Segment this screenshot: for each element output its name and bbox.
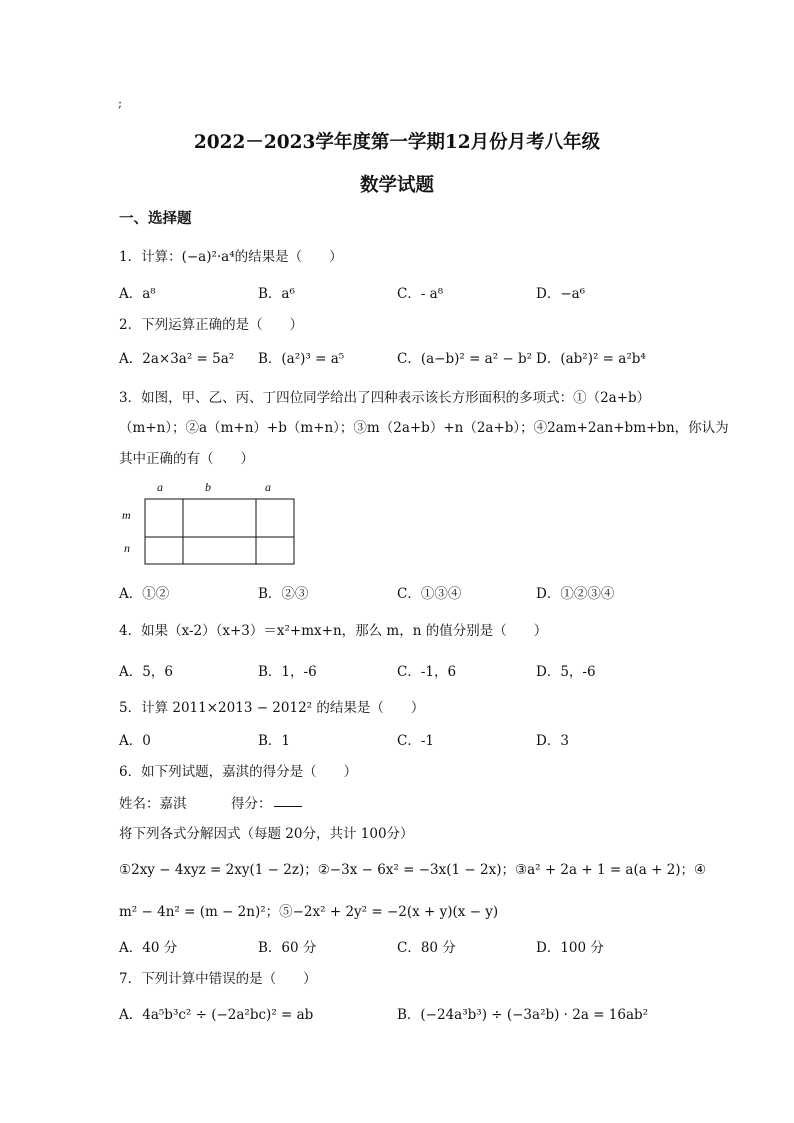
figure-label-top-a2: a (265, 480, 271, 494)
question-5-stem: 5．计算 2011×2013 − 2012² 的结果是（ ） (119, 700, 425, 716)
question-7-stem: 7．下列计算中错误的是（ ） (119, 971, 317, 987)
question-6-option-a[interactable]: A．40 分 (119, 940, 178, 956)
question-5-option-c[interactable]: C．-1 (397, 733, 434, 749)
question-6-items-line-1: ①2xy − 4xyz = 2xy(1 − 2z)；②−3x − 6x² = −3x(1 − 2x)；③a² + 2a + 1 = a(a + 2)；④ (119, 862, 707, 878)
student-name-label: 姓名：嘉淇 (119, 796, 187, 812)
question-6-option-b[interactable]: B．60 分 (258, 940, 317, 956)
question-3-option-b[interactable]: B．②③ (258, 586, 309, 602)
question-6-option-d[interactable]: D．100 分 (536, 940, 604, 956)
question-5-option-d[interactable]: D．3 (536, 733, 569, 749)
question-4-option-b[interactable]: B．1，-6 (258, 664, 317, 680)
question-5-option-a[interactable]: A．0 (119, 733, 151, 749)
question-1-stem: 1．计算：(−a)²·a⁴的结果是（ ） (119, 249, 343, 265)
question-6-option-c[interactable]: C．80 分 (397, 940, 456, 956)
question-3-option-c[interactable]: C．①③④ (397, 586, 462, 602)
score-blank-line[interactable] (274, 806, 302, 807)
question-2-stem: 2．下列运算正确的是（ ） (119, 317, 304, 333)
question-6-items-line-2: m² − 4n² = (m − 2n)²；⑤−2x² + 2y² = −2(x + y)(x − y) (119, 904, 499, 920)
question-1-option-d[interactable]: D．−a⁶ (536, 286, 586, 302)
question-3-option-a[interactable]: A．①② (119, 586, 170, 602)
figure-outer-rectangle (145, 499, 294, 564)
question-4-option-d[interactable]: D．5，-6 (536, 664, 596, 680)
question-6-instruction: 将下列各式分解因式（每题 20分，共计 100分） (119, 826, 414, 842)
question-2-option-d[interactable]: D．(ab²)² = a²b⁴ (536, 351, 646, 367)
header-mark: ; (118, 96, 123, 110)
exam-title: 2022－2023学年度第一学期12月份月考八年级 (193, 132, 601, 153)
figure-label-top-a1: a (157, 480, 163, 494)
exam-subject: 数学试题 (359, 175, 434, 196)
question-1-option-a[interactable]: A．a⁸ (119, 286, 156, 302)
question-5-option-b[interactable]: B．1 (258, 733, 291, 749)
question-3-stem-line-1: 3．如图，甲、乙、丙、丁四位同学给出了四种表示该长方形面积的多项式：①（2a+b） (119, 390, 651, 406)
question-3-stem-line-3: 其中正确的有（ ） (119, 451, 254, 467)
question-4-option-a[interactable]: A．5，6 (119, 664, 173, 680)
question-2-option-c[interactable]: C．(a−b)² = a² − b² (397, 351, 533, 367)
section-heading: 一、选择题 (119, 210, 192, 227)
rectangle-figure (115, 476, 305, 572)
question-1-option-b[interactable]: B．a⁶ (258, 286, 295, 302)
question-6-stem: 6．如下列试题，嘉淇的得分是（ ） (119, 764, 358, 780)
question-3-stem-line-2: （m+n）；②a（m+n）+b（m+n）；③m（2a+b）+n（2a+b）；④2am+2an+bm+bn，你认为 (119, 420, 729, 436)
question-4-stem: 4．如果（x-2）（x+3）＝x²+mx+n，那么 m，n 的值分别是（ ） (119, 623, 548, 639)
question-7-option-a[interactable]: A．4a⁵b³c² ÷ (−2a²bc)² = ab (119, 1007, 314, 1023)
question-3-option-d[interactable]: D．①②③④ (536, 586, 615, 602)
figure-label-top-b: b (205, 480, 211, 494)
question-2-option-b[interactable]: B．(a²)³ = a⁵ (258, 351, 345, 367)
question-2-option-a[interactable]: A．2a×3a² = 5a² (119, 351, 235, 367)
question-4-option-c[interactable]: C．-1，6 (397, 664, 457, 680)
figure-label-side-m: m (122, 508, 131, 522)
question-7-option-b[interactable]: B．(−24a³b³) ÷ (−3a²b) · 2a = 16ab² (397, 1007, 649, 1023)
figure-label-side-n: n (124, 541, 130, 555)
question-1-option-c[interactable]: C．- a⁸ (397, 286, 444, 302)
score-label: 得分： (231, 796, 272, 812)
